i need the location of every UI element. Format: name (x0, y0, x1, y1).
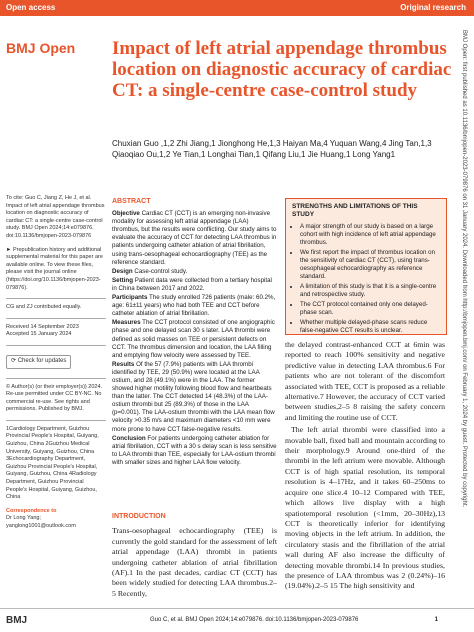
abstract-conclusion: For patients undergoing catheter ablation for atrial fibrillation, CCT with a 30 s delay scan is less sensitive to LAA thrombi than TEE, especially for LAA-ostium thrombi with smaller sizes and higher LAA flow velocity. (112, 434, 277, 466)
top-banner (0, 0, 474, 16)
cite-info: To cite: Guo C, Jiang Z, He J, et al. Impact of left atrial appendage thrombus location on diagnostic accuracy of cardiac CT: a single-centre case-control study. BMJ Open 2024;14:e079876. doi:10.1136/bmjopen-2023-079876 (6, 195, 105, 239)
open-access-label: Open access (6, 3, 56, 12)
check-updates-button[interactable]: ⟳ Check for updates (6, 355, 71, 369)
abstract-measures: The CCT protocol consisted of one angiographic phase and one delayed scan 30 s later. LAA thrombi were defined as solid masses on TEE or persistent defects on CCT. The thrombus dimension and location, the LAA filling and emptying flow velocity were assessed by TEE. (112, 319, 275, 359)
left-sidebar (6, 195, 106, 537)
correspondence-heading: Correspondence to (6, 507, 57, 514)
refresh-icon: ⟳ (11, 357, 18, 364)
accepted-date: Accepted 15 January 2024 (6, 331, 72, 338)
abstract-heading: ABSTRACT (112, 198, 151, 205)
abstract-objective: Cardiac CT (CCT) is an emerging non-invasive modality for assessing left atrial appendage (LAA) thrombus, but the results were conflicting. Our study aims to evaluate the accuracy of CCT for detecting LAA thrombus in patients undergoing catheter ablation of atrial fibrillation, using trans-oesophageal echocardiography (TEE) as the reference standard. (112, 210, 277, 266)
strengths-box (285, 198, 447, 335)
strength-item: • We first report the impact of thrombus location on the sensitivity of cardiac CT (CCT), using trans-oesophageal echocardiography as reference standard. (300, 249, 440, 281)
page-footer (0, 608, 474, 632)
footer-citation: Guo C, et al. BMJ Open 2024;14:e079876. doi:10.1136/bmjopen-2023-079876 (150, 617, 359, 623)
strength-item: • A limitation of this study is that it is a single-centre and retrospective study. (300, 283, 440, 299)
author-list: Chuxian Guo ,1,2 Zhi Jiang,1 Jionghong He,1,3 Haiyan Ma,4 Yuquan Wang,4 Jing Tan,1,3 Qiaoqiao Ou,1,2 Ye Tian,1 Longhai Tian,1 Qifang Liu,1 Jie Huang,1 Long Yang1 (112, 139, 432, 159)
strength-item: • A major strength of our study is based on a large cohort with high incidence of left atrial appendage thrombus. (300, 223, 440, 247)
abstract-results: Of the 57 (7.9%) patients with LAA thrombi identified by TEE, 29 (50.9%) were located at the LAA ostium, and 28 (49.1%) were in the LAA. The former showed higher motility following blood flow and heartbeats than the latter. The CCT detected 14 (48.3%) of the LAA-ostium thrombi but 25 (89.3%) of those in the LAA (p=0.001). The LAA-ostium thrombi with the LAA mean flow velocity >0.35 m/s and maximum diameters <10 mm were more prone to have CCT false-negative results. (112, 360, 275, 433)
page-number: 1 (434, 617, 438, 623)
correspondence[interactable]: Dr Long Yang; yanglong1001@outlook.com (6, 515, 76, 529)
affiliations: 1Cardiology Department, Guizhou Provincial People's Hospital, Guiyang, Guizhou, China 2Guizhou Medical University, Guiyang, Guizhou, China 3Echocardiography Department, Guizhou Provincial People's Hospital, Guiyang, Guizhou, China 4Radiology Department, Guizhou Provincial People's Hospital, Guiyang, Guizhou, China (6, 425, 99, 501)
abstract-setting: Patient data were collected from a tertiary hospital in China between 2017 and 2022. (112, 276, 272, 292)
strength-item: • The CCT protocol contained only one delayed-phase scan. (300, 301, 440, 317)
bmj-logo: BMJ (6, 615, 28, 626)
strength-item: • Whether multiple delayed-phase scans reduce false-negative CCT results is unclear. (300, 319, 440, 335)
received-date: Received 14 September 2023 (6, 323, 79, 330)
abstract-participants: The study enrolled 726 patients (male: 60.2%, age: 61±11 years) who had both TEE and CCT before catheter ablation of atrial fibrillation. (112, 294, 276, 318)
copyright-note: © Author(s) (or their employer(s)) 2024. Re-use permitted under CC BY-NC. No commercial re-use. See rights and permissions. Published by BMJ. (6, 383, 103, 413)
body-paragraph: The left atrial thrombi were classified into a movable ball, fixed ball and mountain according to their morphology.9 Around one-third of the thrombi in the left atrium were movable. Although CCT is of high spatial resolution, its temporal resolution is 4–17Hz, and it takes 60–250ms to acquire one slice.4 10–12 Compared with TEE, which allows live display with a high spatiotemporal resolution (<1mm, 20–30Hz),13 CCT is theoretically inferior for identifying moving objects in the left atrium. In addition, the circulatory stasis and the fibrillation of the atrial wall during AF also increase the difficulty of detecting movable thrombi.14 In previous studies, the presence of LAA thrombus was 2 (0.24%)–16 (19.04%).2–5 15 The high sensitivity and (285, 425, 445, 591)
prepub-note[interactable]: ► Prepublication history and additional supplemental material for this paper are available online. To view these files, please visit the journal online (https://doi.org/10.1136/bmjopen-2023-079876). (6, 246, 103, 291)
journal-name: BMJ Open (6, 40, 76, 56)
section-label: Original research (400, 3, 466, 12)
body-paragraph: the delayed contrast-enhanced CCT at 6min was reported to reach 100% sensitivity and negative predictive value in detecting LAA thrombus.6 For patients who are not tolerant of the discomfort associated with TEE, CCT is proposed as a reliable alternative.7 However, the accuracy of CCT varied between studies,2–5 8 raising the safety concern and limiting the routine use of CCT. (285, 340, 445, 422)
side-note: BMJ Open: first published as 10.1136/bmjopen-2023-079876 on 31 January 2024. Downloaded from http://bmjopen.bmj.com/ on February 1, 2024 by guest. Protected by copyright. (461, 30, 467, 508)
abstract-design: Case-control study. (134, 267, 188, 275)
strengths-heading: STRENGTHS AND LIMITATIONS OF THIS STUDY (292, 203, 418, 218)
intro-text: Trans-oesophageal echocardiography (TEE) is currently the gold standard for the assessment of left atrial appendage (LAA) thrombi in patients undergoing catheter ablation of atrial fibrillation (AF).1 In the past decades, cardiac CT (CCT) has been widely studied for detecting LAA thrombus.2–5 Recently, (112, 526, 277, 598)
intro-heading: INTRODUCTION (112, 513, 166, 520)
introduction (112, 512, 277, 599)
abstract: ABSTRACT Objective Cardiac CT (CCT) is an emerging non-invasive modality for assessing left atrial appendage (LAA) thrombus, but the results were conflicting. Our study aims to evaluate the accuracy of CCT for detecting LAA thrombus in patients undergoing catheter ablation of atrial fibrillation, using trans-oesophageal echocardiography (TEE) as the reference standard. Design Case-control study. Setting Patient data were collected from a tertiary hospital in China between 2017 and 2022. Participants The study enrolled 726 patients (male: 60.2%, age: 61±11 years) who had both TEE and CCT before catheter ablation of atrial fibrillation. Measures The CCT protocol consisted of one angiographic phase and one delayed scan 30 s later. LAA thrombi were defined as solid masses on TEE or persistent defects on CCT. The thrombus dimension and location, the LAA filling and emptying flow velocity were assessed by TEE. Results Of the 57 (7.9%) patients with LAA thrombi identified by TEE, 29 (50.9%) were located at the LAA ostium, and 28 (49.1%) were in the LAA. The former showed higher motility following blood flow and heartbeats than the latter. The CCT detected 14 (48.3%) of the LAA-ostium thrombi but 25 (89.3%) of those in the LAA (p=0.001). The LAA-ostium thrombi with the LAA mean flow velocity >0.35 m/s and maximum diameters <10 mm were more prone to have CCT false-negative results. Conclusion For patients undergoing catheter ablation for atrial fibrillation, CCT with a 30 s delay scan is less sensitive to LAA thrombi than TEE, especially for LAA-ostium thrombi with smaller sizes and higher LAA flow velocity. (112, 198, 277, 466)
article-title: Impact of left atrial appendage thrombus location on diagnostic accuracy of cardiac CT: a single-centre case-control study (112, 38, 452, 101)
contrib-note: CG and ZJ contributed equally. (6, 304, 82, 311)
body-column (285, 340, 445, 594)
